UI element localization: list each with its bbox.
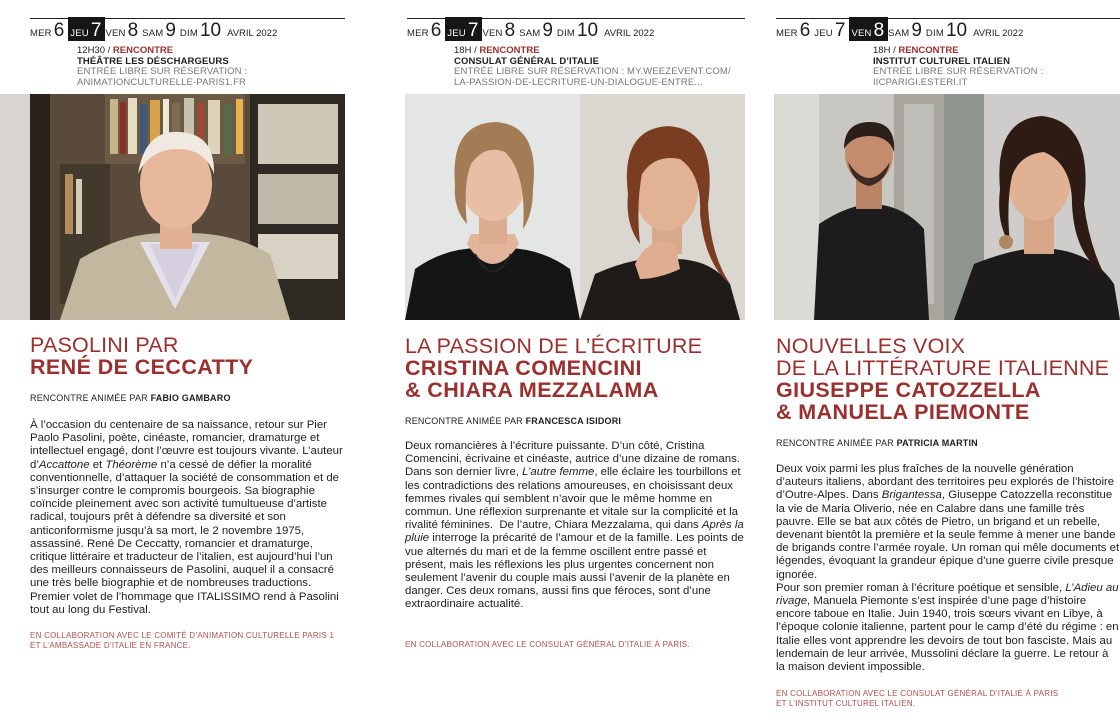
day-fri: VEN 8 [105,20,139,41]
day-wed: MER 6 [407,20,442,41]
event-description [776,463,1120,674]
moderator-name: PATRICIA MARTIN [896,438,978,448]
day-sat: SAM 9 [519,20,553,41]
title-names: RENÉ DE CECCATTY [30,355,254,379]
day-sun: DIM 10 AVRIL 2022 [925,20,1024,41]
moderator: RENCONTRE ANIMÉE PAR FRANCESCA ISIDORI [405,416,622,426]
day-sat: SAM 9 [142,20,176,41]
title-names-1: GIUSEPPE CATOZZELLA [776,378,1041,402]
description-text: Deux voix parmi les plus fraîches de la nouvelle génération d’auteurs italiens, abordant des territoires peu explorés de l’histoire d’Outre-Alpes. Dans Brigantessa, Giuseppe Catozzella reconstitue la vie de Maria Oliverio, née en Calabre dans une famille très pauvre. Elle se bat aux côtés de Pietro, un brigand et un rebelle, devenant bientôt la première et la seule femme à mener une bande de brigands contre l’armée royale. Un roman qui mêle documents et légendes, évoquant la grandeur épique d’une guerre civile presque ignorée. Pour son premier roman à l’écriture poétique et sensible, L’Adieu au rivage, Manuela Piemonte s’est inspirée d’une page d’histoire encore taboue en Italie. Juin 1940, trois sœurs vivant en Libye, à l’époque colonie italienne, partent pour le camp d’été du régime : en Italie elles vont apprendre les devoirs de tout bon fasciste. Mais au lendemain de leur arrivée, Mussolini déclare la guerre. Le retour à la maison devient impossible. [776,463,1120,674]
event-meta [873,46,1120,88]
entry-link[interactable]: IICPARIGI.ESTERI.IT [873,76,968,88]
event-kind: RENCONTRE [112,45,174,56]
entry-link[interactable]: ANIMATIONCULTURELLE-PARIS1.FR [77,76,247,88]
event-meta [454,46,745,88]
event-title [30,334,345,378]
author-photo [0,94,345,320]
event-title [776,335,1120,423]
day-fri: VEN 8 [482,20,516,41]
date-bar [776,18,1120,41]
day-thu-active: JEU 7 [68,17,105,41]
event-kind: RENCONTRE [479,45,540,56]
description-text: Deux romancières à l’écriture puissante. D’un côté, Cristina Comencini, écrivaine et cinéaste, autrice d’une dizaine de romans. Dans son dernier livre, L’autre femme, elle éclaire les tourbillons et les contradictions des relations amoureuses, en choisissant deux femmes rivales qui semblent n’avoir que le même homme en commun. Une réflexion surprenante et vitale sur la complicité et la rivalité féminines. De l’autre, Chiara Mezzalama, qui dans Après la pluie interroge la précarité de l’amour et de la famille. Les points de vue alternés du mari et de la femme oscillent entre passé et présent, mais les réflexions les plus urgentes concernent non seulement l’avenir du couple mais aussi l’avenir de la planète en danger. Ces deux romans, aussi fins que féroces, sont d’une extraordinaire actualité. [405,440,744,611]
collaboration-note: EN COLLABORATION AVEC LE COMITÉ D’ANIMATION CULTURELLE PARIS 1 ET L’AMBASSADE D’ITALIE EN FRANCE. [30,631,335,650]
event-title [405,335,745,401]
author-photo-right [944,94,1120,320]
day-sun: DIM 10 AVRIL 2022 [179,20,278,41]
description-text: À l’occasion du centenaire de sa naissance, retour sur Pier Paolo Pasolini, poète, cinéaste, romancier, dramaturge et intellectuel engagé, dont l’œuvre est toujours vivante. L’auteur d’Accattone et Théorème n’a cessé de défier la moralité conventionnelle, d’attaquer la société de consommation et de s’insurger contre le compromis bourgeois. Sa biographie coïncide pleinement avec son activité tumultueuse d’artiste radical, toujours prêt à défendre sa diversité et son anticonformisme jusqu’à sa mort, le 2 novembre 1975, assassiné. René De Ceccatty, romancier et dramaturge, critique littéraire et traducteur de l’italien, est aujourd’hui l’un des meilleurs connaisseurs de Pasolini, auquel il a consacré une très belle biographie et de nombreuses traductions. Premier volet de l’hommage que ITALISSIMO rend à Pasolini tout au long du Festival. [30,419,343,616]
moderator-name: FRANCESCA ISIDORI [525,416,622,426]
title-line-1: NOUVELLES VOIX [776,334,966,358]
day-wed: MER 6 [30,20,65,41]
entry-info[interactable]: ENTRÉE LIBRE SUR RÉSERVATION : MY.WEEZEVENT.COM/ [454,66,731,77]
date-bar [407,18,745,41]
moderator: RENCONTRE ANIMÉE PAR FABIO GAMBARO [30,393,231,403]
day-sat: SAM 9 [888,20,922,41]
entry-info: ENTRÉE LIBRE SUR RÉSERVATION : [77,66,248,77]
entry-info: ENTRÉE LIBRE SUR RÉSERVATION : [873,66,1044,77]
title-names-2: & MANUELA PIEMONTE [776,400,1030,424]
event-venue: CONSULAT GÉNÉRAL D’ITALIE [454,55,599,67]
title-line-2: DE LA LITTÉRATURE ITALIENNE [776,356,1110,380]
title-names-1: CRISTINA COMENCINI [405,356,642,380]
title-line: PASOLINI PAR [30,333,179,357]
day-thu: JEU 7 [814,20,846,41]
event-description [30,419,345,617]
author-photo-left [405,94,580,320]
collaboration-note: EN COLLABORATION AVEC LE CONSULAT GÉNÉRAL D’ITALIE À PARIS. [405,640,690,649]
day-fri-active: VEN 8 [849,17,888,41]
day-thu-active: JEU 7 [445,17,482,41]
moderator-name: FABIO GAMBARO [150,393,231,403]
moderator: RENCONTRE ANIMÉE PAR PATRICIA MARTIN [776,438,978,448]
event-meta [77,46,342,88]
month-label: AVRIL 2022 [227,28,278,39]
event-description [405,440,745,612]
day-sun: DIM 10 AVRIL 2022 [556,20,655,41]
event-venue: INSTITUT CULTUREL ITALIEN [873,55,1011,67]
month-label: AVRIL 2022 [973,28,1024,39]
author-photo-right [580,94,745,320]
event-time: 12H30 / [77,45,113,56]
entry-link[interactable]: LA-PASSION-DE-LECRITURE-UN-DIALOGUE-ENTRE... [454,76,703,88]
day-wed: MER 6 [776,20,811,41]
author-photo-left [774,94,944,320]
event-time: 18H / [454,45,480,56]
event-venue: THÉÂTRE LES DÉSCHARGEURS [77,55,229,67]
event-kind: RENCONTRE [898,45,959,56]
title-names-2: & CHIARA MEZZALAMA [405,378,659,402]
month-label: AVRIL 2022 [604,28,655,39]
title-line: LA PASSION DE L’ÉCRITURE [405,334,703,358]
date-bar [30,18,345,41]
collaboration-note: EN COLLABORATION AVEC LE CONSULAT GÉNÉRAL D’ITALIE À PARIS ET L’INSTITUT CULTUREL ITALIEN. [776,689,1059,708]
event-time: 18H / [873,45,899,56]
